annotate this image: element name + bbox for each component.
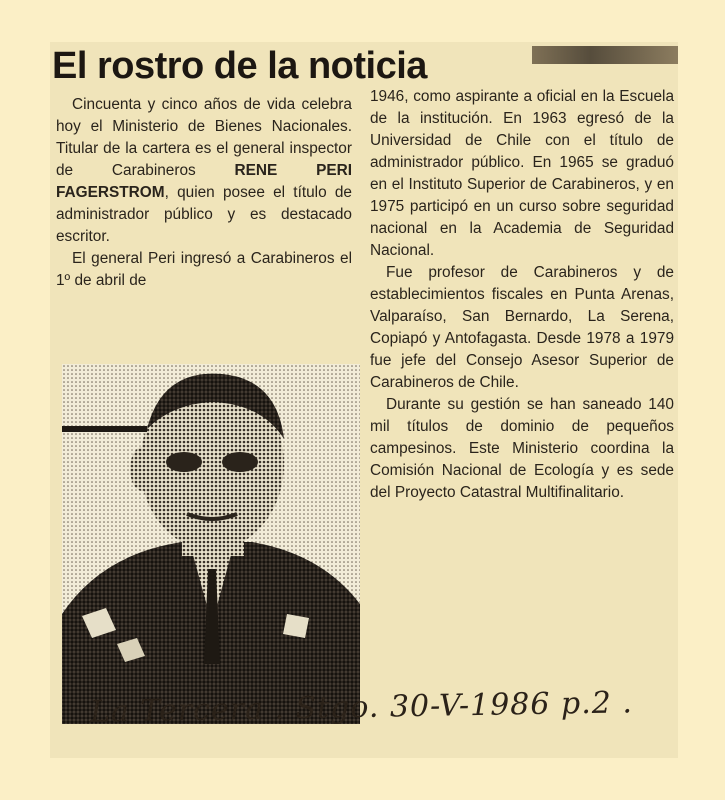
paragraph: El general Peri ingresó a Carabineros el 1º de abril de [56,250,352,289]
paragraph: Fue profesor de Carabineros y de establecimientos fiscales en Punta Arenas, Valparaíso, San Bernardo, La Serena, Copiapó y Antofagasta. Desde 1978 a 1979 fue jefe del Consejo Asesor Superior de Carabineros de Chile. [370,264,674,391]
paragraph: Durante su gestión se han saneado 140 mil títulos de dominio de pequeños campesinos. Este Ministerio coordina la Comisión Nacional de Ecología y es sede del Proyecto Catastral Multifinalitario. [370,396,674,501]
masthead-strip [532,46,678,64]
paragraph [56,94,352,248]
person-name: RENE PERI FAGERSTROM [56,162,352,201]
article-column-left [56,94,352,292]
portrait-photo [62,364,360,724]
portrait-image [62,364,360,724]
handwritten-source-note: La Tercera . Stgo. 30-V-1986 p.2 . [89,685,634,730]
text-span: Cincuenta y cinco años de vida celebra hoy el Ministerio de Bienes Nacionales. Titular de la cartera es el general inspector de Carabineros [56,96,352,179]
paragraph: 1946, como aspirante a oficial en la Escuela de la institución. En 1963 egresó de la Universidad de Chile con el título de administrador público. En 1965 se graduó en el Instituto Superior de Carabineros, y en 1975 participó en un curso sobre seguridad nacional en la Academia de Seguridad Nacional. [370,88,674,259]
newspaper-clipping [50,42,678,758]
headline: El rostro de la noticia [52,45,427,87]
article-column-right [370,86,674,504]
text-span: , quien posee el título de administrador público y es destacado escritor. [56,184,352,245]
